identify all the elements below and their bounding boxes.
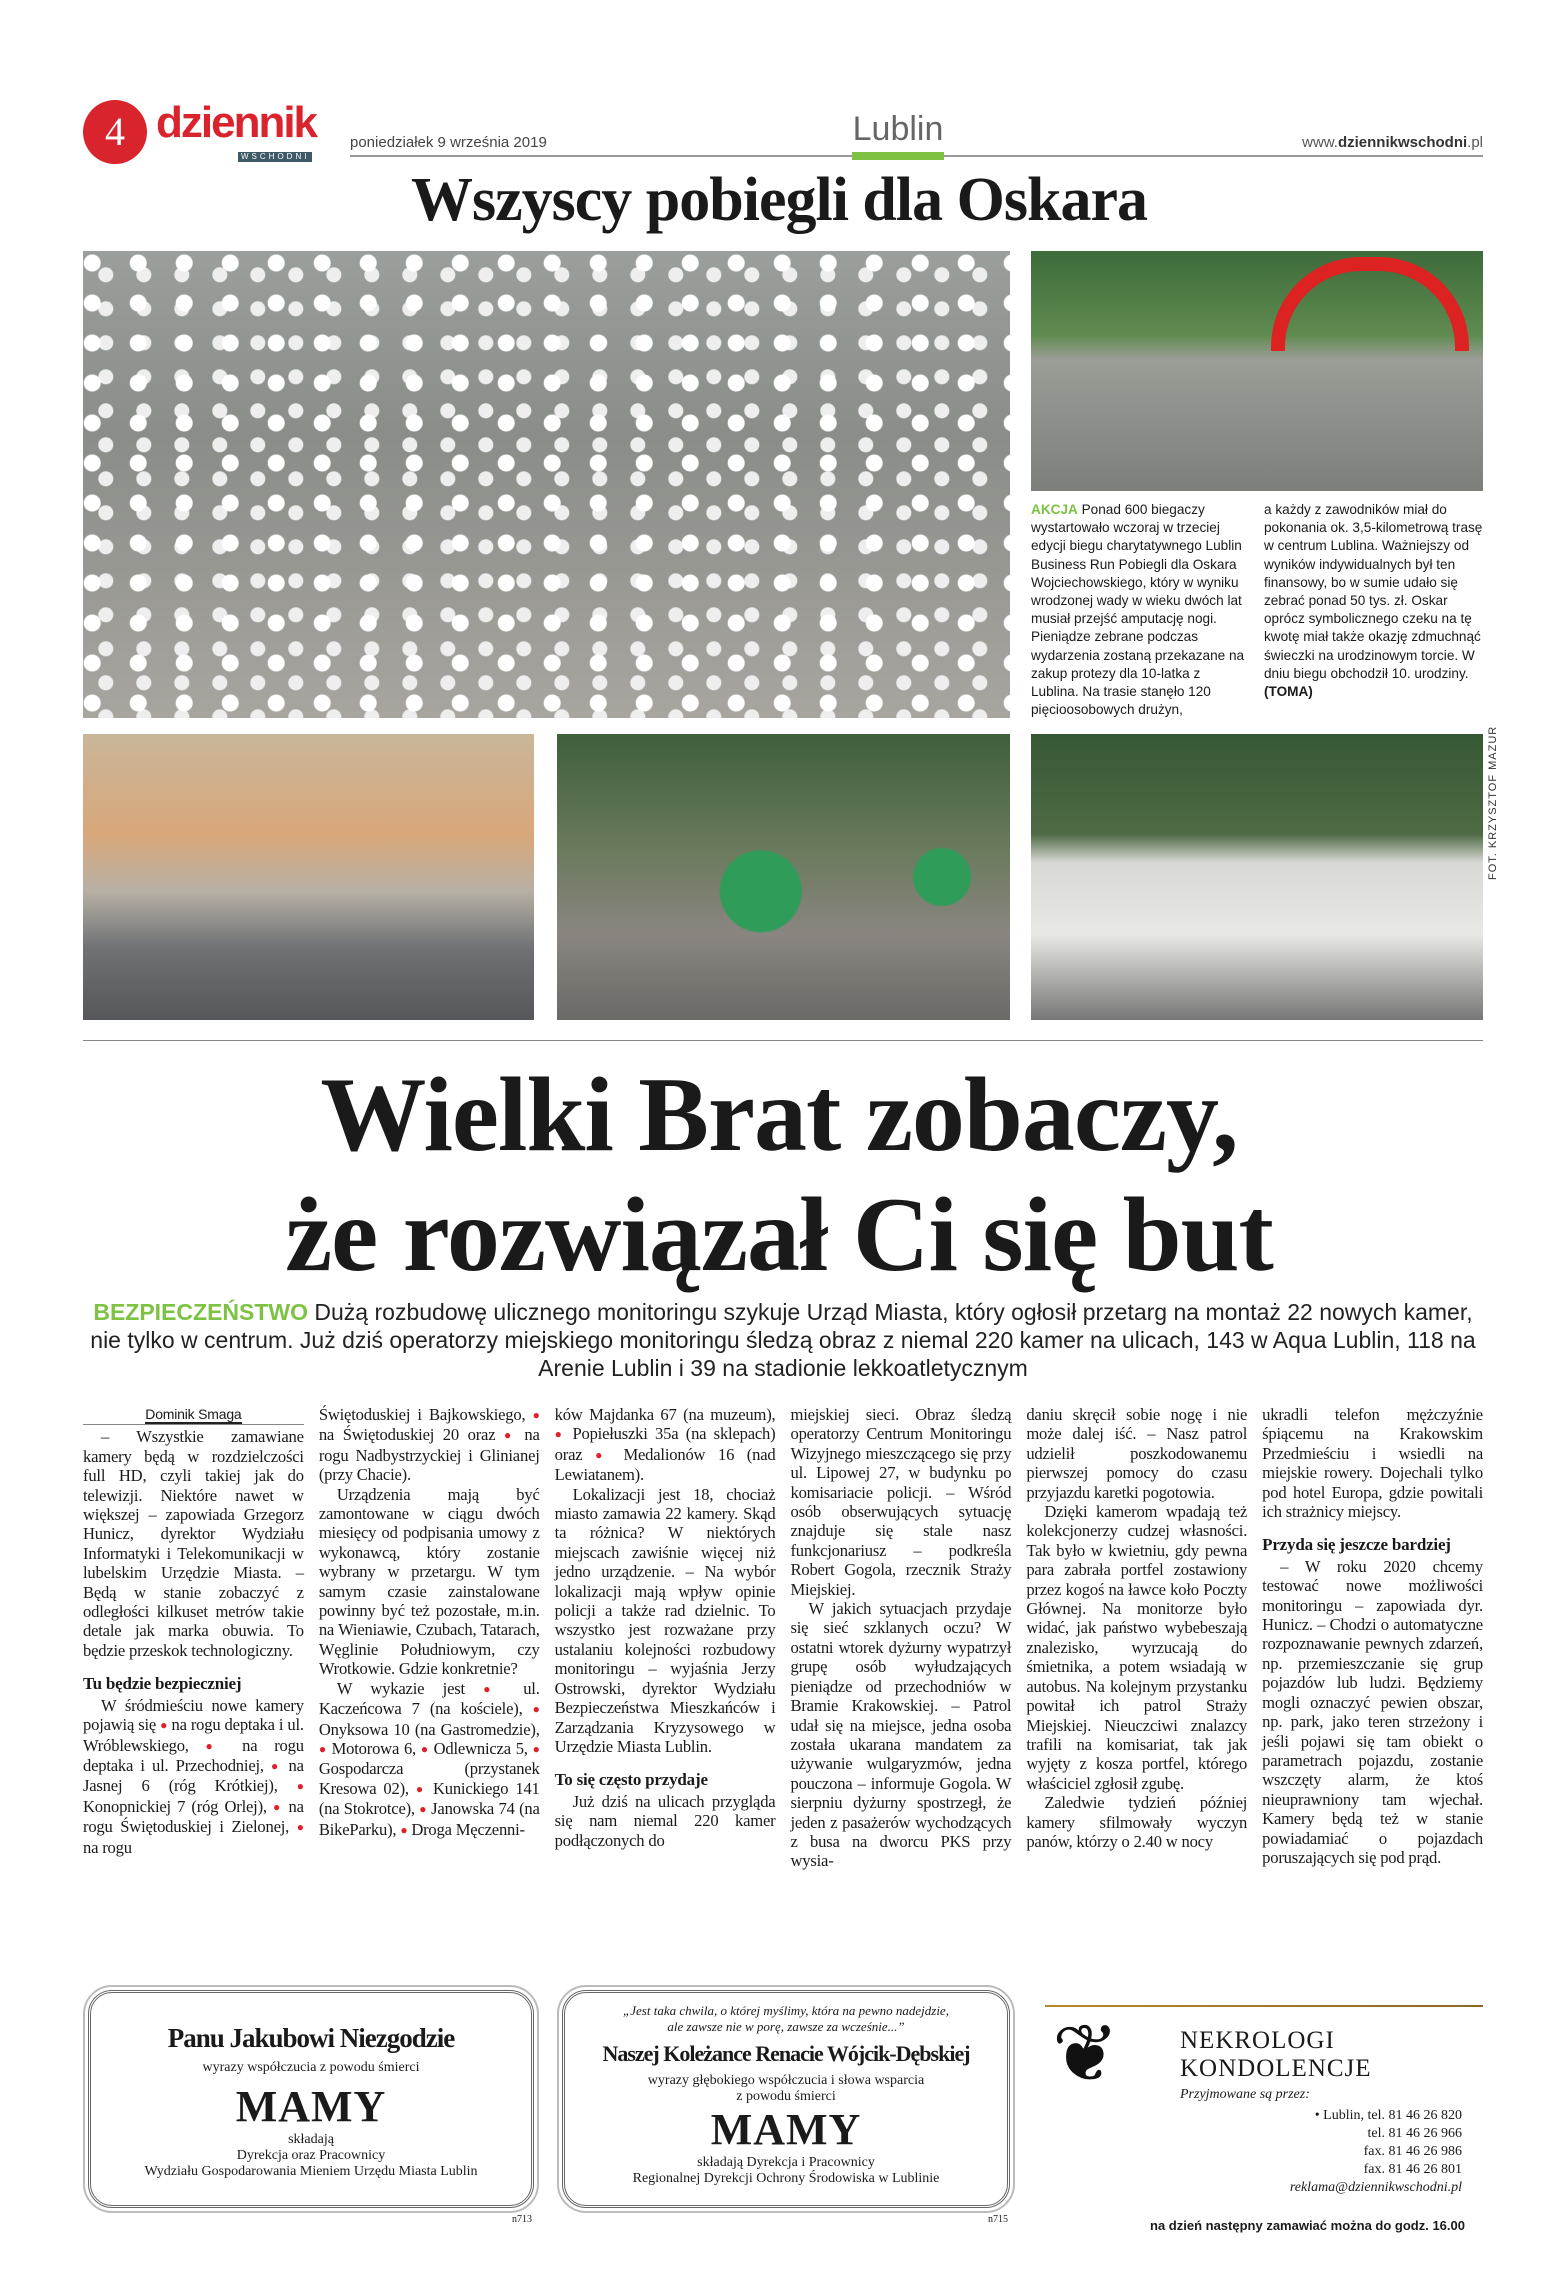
story-divider — [83, 1040, 1483, 1041]
url-prefix: www. — [1302, 134, 1338, 151]
bullet-icon: ● — [595, 1447, 611, 1462]
ad2-line1b: z powodu śmierci — [736, 2089, 836, 2104]
byline — [83, 1405, 304, 1425]
photo-runners-street — [83, 734, 534, 1020]
ad2-line1: wyrazy głębokiego współczucia i słowa wsparcia — [647, 2073, 925, 2088]
url-domain: dziennikwschodni — [1337, 134, 1468, 151]
headline-line-2: że rozwiązał Ci się but — [285, 1176, 1273, 1293]
contact-line: fax. 81 46 26 986 — [1363, 2144, 1462, 2159]
byline-author: Dominik Smaga — [145, 1406, 242, 1422]
nekrologi-divider — [1045, 2005, 1483, 2007]
newspaper-logo: dziennik — [156, 98, 317, 147]
paragraph: – W roku 2020 chcemy testować nowe możliwości monitoringu – zapowiada dyr. Hunicz. – Chodzi o automatyczne rozpoznawanie pewnych zdarzeń, np. przemieszczanie się grup pojazdów lub ludzi. Będziemy mogli oznaczyć pewien obszar, np. park, jako teren strzeżony i jeśli pojawi się tam obiekt o parametrach pojazdu, zostanie wszczęty alarm, że ktoś nieuprawniony tam wjechał. Kamery będą też w stanie powiadamiać o pojazdach poruszających się pod prąd. — [1262, 1556, 1483, 1867]
ad1-big: MAMY — [235, 2082, 387, 2131]
ad1-line2: składają — [288, 2132, 334, 2147]
story2-lead — [83, 1298, 1483, 1382]
nekrologi-contacts — [1180, 2107, 1462, 2197]
caption-author: (TOMA) — [1264, 684, 1313, 700]
photo-cheerleader — [557, 734, 1010, 1020]
photo-credit: FOT. KRZYSZTOF MAZUR — [1487, 725, 1499, 880]
paragraph: ukradli telefon mężczyźnie śpiącemu na Krakowskim Przedmieściu i wsiedli na miejskie rowery. Dojechali tylko pod hotel Europa, gdzie powitali ich strażnicy miejscy. — [1262, 1405, 1483, 1522]
ad2-line2: składają Dyrekcja i Pracownicy — [697, 2155, 875, 2170]
newspaper-logo-subtitle: WSCHODNI — [238, 152, 312, 162]
photo-football-team — [1031, 734, 1483, 1020]
paragraph: Już dziś na ulicach przygląda się nam niemal 220 kamer podłączonych do — [554, 1791, 776, 1850]
article-columns — [83, 1405, 1483, 1871]
bullet-icon: ● — [532, 1408, 540, 1422]
article-column-1 — [83, 1405, 304, 1871]
paragraph: daniu skręcił sobie nogę i nie może dalej iść. – Nasz patrol udzielił poszkodowanemu pierwszej pomocy do czasu przyjazdu karetki pogotowia. — [1026, 1405, 1248, 1502]
caption-text-1: Ponad 600 biegaczy wystartowało wczoraj w trzeciej edycji biegu charytatywnego Lublin Business Run Pobiegli dla Oskara Wojciechowskiego, który w wyniku wrodzonej wady w wieku dwóch lat musiał przejść amputację nogi. Pieniądze zebrane podczas wydarzenia zostaną przekazane na zakup protezy dla 10-latka z Lublina. Na trasie stanęło 120 pięcioosobowych drużyn, — [1031, 502, 1245, 718]
bullet-icon: ● — [532, 1702, 540, 1717]
bullet-icon: ● — [415, 1781, 426, 1796]
bullet-icon: ● — [532, 1741, 540, 1756]
bullet-icon: ● — [318, 1741, 327, 1756]
bullet-icon: ● — [504, 1428, 516, 1443]
headline-line-1: Wielki Brat zobaczy, — [320, 1056, 1238, 1173]
paragraph: Dzięki kamerom wpadają też kolekcjonerzy cudzej własności. Tak było w kwietniu, gdy pewna para zabrała portfel zostawiony przez kogoś na ławce koło Poczty Głównej. Na monitorze było widać, jak państwo wybebeszają znalezisko, wyrzucają do śmietnika, a potem wsiadają w autobus. Na kolejnym przystanku powitał ich patrol Straży Miejskiej. Nieuczciwi znalazcy trafili na komisariat, tak jak wyjęty z kosza portfel, którego właściciel zgłosił zgubę. — [1026, 1502, 1248, 1793]
bullet-icon: ● — [420, 1741, 429, 1756]
caption-column-2 — [1264, 501, 1483, 719]
nekrologi-title — [1180, 2027, 1372, 2083]
leaf-ornament-icon: ❦ — [1052, 2011, 1120, 2099]
paragraph: W wykazie jest ● ul. Kaczeńcowa 7 (na kościele), ● Onyksowa 10 (na Gastromedzie), ● Motorowa 6, ● Odlewnicza 5, ● Gospodarcza (przystanek Kresowa 02), ● Kunickiego 141 (na Stokrotce), ● Janowska 74 (na BikeParku), ● Droga Męczenni- — [318, 1678, 540, 1839]
ad1-code: n713 — [512, 2214, 532, 2225]
condolence-ad-1 — [88, 1990, 534, 2208]
paragraph: miejskiej sieci. Obraz śledzą operatorzy Centrum Monitoringu Wizyjnego mieszczącego się przy ul. Lipowej 27, w budynku po komisariacie policji. – Wśród osób obserwujących sytuację znajduje się stale nasz funkcjonariusz – podkreśla Robert Gogola, rzecznik Straży Miejskiej. — [790, 1405, 1012, 1599]
ad2-big: MAMY — [710, 2105, 862, 2154]
paragraph: – Wszystkie zamawiane kamery będą w rozdzielczości full HD, czyli takiej jak do telewizji. Niektóre nawet w większej – zapowiada Grzegorz Hunicz, dyrektor Wydziału Informatyki i Telekomunikacji w lubelskim Urzędzie Miasta. – Będą w stanie zobaczyć z odległości kilkuset metrów takie detale jak marka obuwia. To będzie przeskok technologiczny. — [83, 1427, 304, 1660]
issue-date: poniedziałek 9 września 2019 — [350, 134, 547, 151]
section-accent-bar — [852, 152, 944, 160]
nekrologi-title-1: NEKROLOGI — [1180, 2027, 1335, 2054]
paragraph: Lokalizacji jest 18, chociaż miasto zamawia 22 kamery. Skąd ta różnica? W niektórych miejscach zawiśnie więcej niż jedno urządzenie. – Na wybór lokalizacji mają wpływ opinie policji a także rad dzielnic. To wszystko jest rozważane przy ustalaniu kolejności rozbudowy monitoringu – wyjaśnia Jerzy Ostrowski, dyrektor Wydziału Bezpieczeństwa Mieszkańców i Zarządzania Kryzysowego w Urzędzie Miasta Lublin. — [554, 1484, 776, 1756]
photo-caption — [1031, 501, 1483, 719]
ad2-quote-1: „Jest taka chwila, o której myślimy, która na pewno nadejdzie, — [623, 2003, 949, 2018]
bullet-icon: ● — [160, 1718, 168, 1733]
nekrologi-title-2: KONDOLENCJE — [1180, 2055, 1372, 2082]
story1-title: Wszyscy pobiegli dla Oskara — [410, 166, 1147, 234]
subheading: Tu będzie bezpieczniej — [83, 1674, 242, 1694]
contact-email[interactable]: reklama@dziennikwschodni.pl — [1289, 2180, 1462, 2195]
paragraph: Świętoduskiej i Bajkowskiego, ● na Świętoduskiej 20 oraz ● na rogu Nadbystrzyckiej i Glinianej (przy Chacie). — [318, 1405, 540, 1485]
page-number: 4 — [83, 100, 147, 164]
paragraph: W śródmieściu nowe kamery pojawią się ● na rogu deptaka i ul. Wróblewskiego, ● na rogu deptaka i ul. Przechodniej, ● na Jasnej 6 (róg Krótkiej), ● Konopnickiej 7 (róg Orlej), ● na rogu Świętoduskiej i Zielonej, ● na rogu — [83, 1695, 304, 1857]
contact-line: • Lublin, tel. 81 46 26 820 — [1314, 2108, 1462, 2123]
bullet-icon: ● — [296, 1820, 304, 1835]
subheading: Przyda się jeszcze bardziej — [1262, 1535, 1451, 1555]
website-url[interactable] — [1302, 134, 1483, 151]
condolence-ad-2 — [562, 1990, 1010, 2208]
ad1-recipient: Panu Jakubowi Niezgodzie — [167, 2023, 455, 2053]
ad1-line1: wyrazy współczucia z powodu śmierci — [202, 2060, 420, 2075]
contact-line: tel. 81 46 26 966 — [1367, 2126, 1462, 2141]
bullet-icon: ● — [296, 1779, 304, 1794]
bullet-icon: ● — [273, 1799, 283, 1814]
url-suffix: .pl — [1467, 134, 1483, 151]
article-column-5 — [1026, 1405, 1247, 1871]
caption-column-1 — [1031, 501, 1250, 719]
ad1-line4: Wydziału Gospodarowania Mieniem Urzędu Miasta Lublin — [144, 2164, 478, 2179]
paragraph: Zaledwie tydzień później kamery sfilmowały wyczyn panów, którzy o 2.40 w nocy — [1026, 1793, 1248, 1851]
bullet-icon: ● — [554, 1427, 566, 1442]
paragraph: W jakich sytuacjach przydaje się sieć szklanych oczu? W ostatni wtorek dyżurny wypatrzył grupę osób wyłudzających pieniądze od przechodniów w Bramie Krakowskiej. – Patrol udał się na miejsce, jedna osoba została ukarana mandatem za używanie wulgaryzmów, jedna pouczona – informuje Gogola. W sierpniu dyżurny spostrzegł, że jeden z pasażerów wychodzących z busa na dworcu PKS przy wysia- — [790, 1599, 1012, 1871]
article-column-4 — [790, 1405, 1011, 1871]
caption-text-2: a każdy z zawodników miał do pokonania ok. 3,5-kilometrową trasę w centrum Lublina. Ważniejszy od wyników indywidualnych był ten finansowy, bo w sumie udało się zebrać ponad 50 tys. zł. Oskar oprócz symbolicznego czeku na tę kwotę miał także okazję zdmuchnąć świeczki na urodzinowym torcie. W dniu biegu obchodził 10. urodziny. — [1264, 502, 1483, 681]
photo-runners-stretching — [83, 251, 1010, 718]
article-column-6 — [1262, 1405, 1483, 1871]
ad2-line3: Regionalnej Dyrekcji Ochrony Środowiska w Lublinie — [632, 2171, 940, 2186]
subheading: To się często przydaje — [554, 1770, 708, 1790]
photo-runners-start — [1031, 251, 1483, 491]
bullet-icon: ● — [483, 1681, 505, 1696]
caption-kicker: AKCJA — [1031, 502, 1078, 517]
ad2-quote-2: ale zawsze nie w porę, zawsze za wcześnie...” — [667, 2019, 905, 2034]
ad2-recipient: Naszej Koleżance Renacie Wójcik-Dębskiej — [602, 2041, 970, 2066]
paragraph: ków Majdanka 67 (na muzeum), ● Popiełuszki 35a (na sklepach) oraz ● Medalionów 16 (nad Lewiatanem). — [554, 1405, 776, 1485]
ad2-code: n715 — [988, 2214, 1008, 2225]
lead-kicker: BEZPIECZEŃSTWO — [93, 1299, 309, 1325]
story2-headline — [0, 1055, 1558, 1295]
section-label: Lublin — [852, 110, 944, 148]
bullet-icon: ● — [419, 1802, 427, 1817]
ad1-line3: Dyrekcja oraz Pracownicy — [236, 2148, 386, 2163]
article-column-3 — [555, 1405, 776, 1871]
nekrologi-deadline: na dzień następny zamawiać można do godz. 16.00 — [1150, 2218, 1465, 2233]
nekrologi-subtitle: Przyjmowane są przez: — [1180, 2087, 1310, 2102]
bullet-icon: ● — [271, 1758, 282, 1773]
paragraph: Urządzenia mają być zamontowane w ciągu dwóch miesięcy od podpisania umowy z wykonawcą, który zostanie wybrany w przetargu. W tym samym czasie zainstalowane powinny być też pozostałe, m.in. na Wieniawie, Czubach, Tatarach, Węglinie Południowym, czy Wrotkowie. Gdzie konkretnie? — [318, 1484, 540, 1679]
contact-line: fax. 81 46 26 801 — [1363, 2162, 1462, 2177]
lead-text: Dużą rozbudowę ulicznego monitoringu szykuje Urząd Miasta, który ogłosił przetarg na montaż 22 nowych kamer, nie tylko w centrum. Już dziś operatorzy miejskiego monitoringu śledzą obraz z niemal 220 kamer na ulicach, 143 w Aqua Lublin, 118 na Arenie Lublin i 39 na stadionie lekkoatletycznym — [90, 1299, 1476, 1381]
bullet-icon: ● — [400, 1822, 408, 1837]
bullet-icon: ● — [205, 1738, 226, 1753]
article-column-2 — [319, 1405, 540, 1871]
